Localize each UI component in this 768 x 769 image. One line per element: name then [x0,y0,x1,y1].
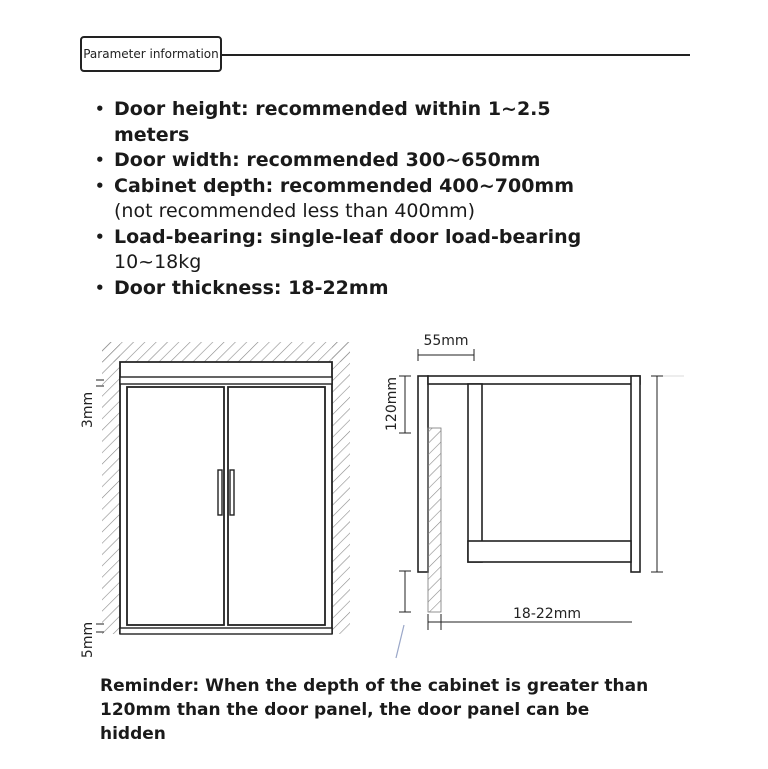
front-view-bottom-rail [120,628,332,634]
front-view-right-handle [230,470,234,515]
param-load-bearing-label: Load-bearing: single-leaf door load-bearing [114,225,582,248]
param-door-width-label: Door width: recommended 300~650mm [114,149,541,171]
front-view-top-rail [120,377,332,384]
front-view-top-gap-label: 3mm [80,391,96,429]
front-view-right-door [228,387,325,625]
side-view [384,333,684,658]
param-load-bearing-value: 10~18kg [114,251,202,273]
front-view-left-wall-hatch [102,342,120,634]
param-door-height-label: Door height: recommended within 1~2.5 [114,98,551,120]
front-view-left-handle [218,470,222,515]
side-view-top-panel [428,376,640,384]
side-view-inner-divider [468,384,482,562]
param-door-thickness-label: Door thickness: 18-22mm [114,276,389,299]
param-door-height-continuation: meters [114,123,190,146]
reminder-line-1: Reminder: When the depth of the cabinet is greater than [100,676,649,696]
param-cabinet-depth-note: (not recommended less than 400mm) [114,200,476,222]
side-view-thickness-label: 18-22mm [513,606,581,622]
reminder-line-2: 120mm than the door panel, the door panel can be hidden [100,700,590,744]
side-view-back-panel [631,376,640,572]
side-view-door-panel [428,428,441,612]
front-view-right-wall-hatch [332,342,350,634]
front-view [80,342,350,658]
front-view-left-door [127,387,224,625]
section-header [80,36,222,72]
side-view-pointer [396,625,404,658]
side-view-width-label: 55mm [423,333,469,349]
section-header-title: Parameter information [83,47,219,61]
param-cabinet-depth-label: Cabinet depth: recommended 400~700mm [114,174,575,197]
side-view-cabinet-side-panel [418,376,428,572]
side-view-bottom-shelf [468,541,631,562]
reminder-note [100,674,660,746]
front-view-bottom-gap-label: 5mm [80,621,96,659]
front-view-top-wall-hatch [102,342,350,362]
side-view-height-label: 120mm [384,377,400,431]
